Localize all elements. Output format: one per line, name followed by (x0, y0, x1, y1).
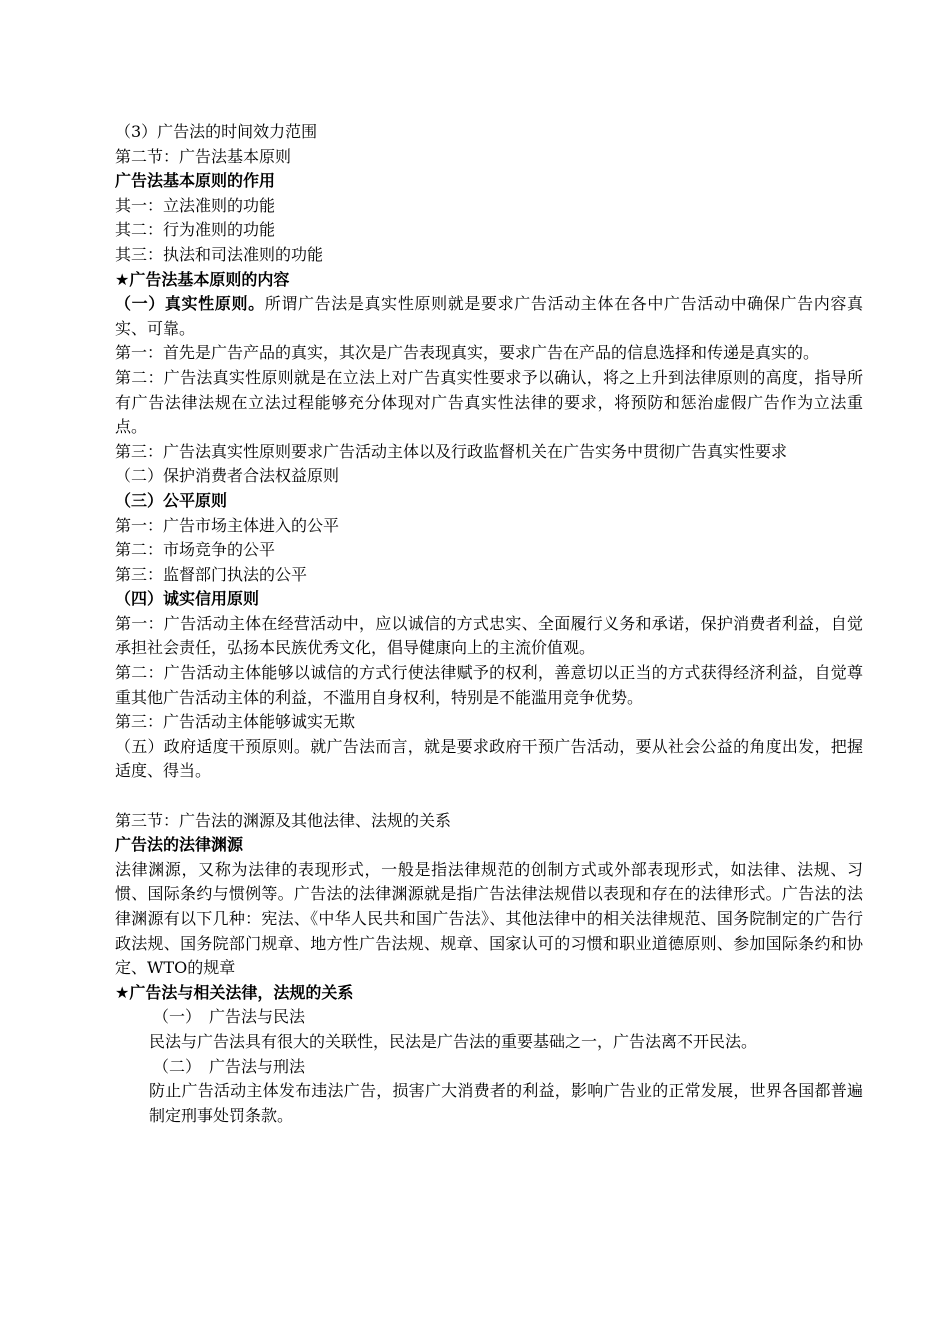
para-criminal-law: 防止广告活动主体发布违法广告，损害广大消费者的利益，影响广告业的正常发展，世界各国都普遍制定刑事处罚条款。 (149, 1081, 863, 1125)
para-role-3: 其三：执法和司法准则的功能 (115, 244, 324, 264)
para-government-principle: （五）政府适度干预原则。就广告法而言，就是要求政府干预广告活动，要从社会公益的角度出发，把握适度、得当。 (115, 736, 863, 781)
truth-principle-text: 所谓广告法是真实性原则就是要求广告活动主体在各中广告活动中确保广告内容真实、可靠。 (115, 294, 863, 338)
heading-honesty-principle: （四）诚实信用原则 (115, 589, 260, 609)
para-fair-3: 第三：监督部门执法的公平 (115, 564, 308, 584)
section-2-title: 第二节：广告法基本原则 (115, 146, 292, 166)
heading-legal-sources: 广告法的法律渊源 (115, 835, 244, 855)
blank-line (115, 784, 863, 809)
para-honesty-1: 第一：广告活动主体在经营活动中，应以诚信的方式忠实、全面履行义务和承诺，保护消费者利益，自觉承担社会责任，弘扬本民族优秀文化，倡导健康向上的主流价值观。 (115, 613, 863, 658)
para-honesty-2: 第二：广告活动主体能够以诚信的方式行使法律赋予的权利，善意切以正当的方式获得经济利益，自觉尊重其他广告活动主体的利益，不滥用自身权利，特别是不能滥用竞争优势。 (115, 663, 863, 707)
section-3-title: 第三节：广告法的渊源及其他法律、法规的关系 (115, 810, 452, 830)
para-truth-2: 第二：广告法真实性原则就是在立法上对广告真实性要求予以确认，将之上升到法律原则的高度，指导所有广告法律法规在立法过程能够充分体现对广告真实性法律的要求，将预防和惩治虚假广告作为立法重点。 (115, 367, 863, 437)
document-page (115, 120, 863, 1128)
heading-fair-principle: （三）公平原则 (115, 490, 228, 510)
heading-principles-role: 广告法基本原则的作用 (115, 171, 276, 191)
para-role-1: 其一：立法准则的功能 (115, 195, 276, 215)
heading-principles-content: ★广告法基本原则的内容 (115, 269, 290, 289)
para-consumer-principle: （二）保护消费者合法权益原则 (115, 466, 340, 486)
heading-relations: ★广告法与相关法律，法规的关系 (115, 982, 354, 1002)
para-time-scope: （3）广告法的时间效力范围 (115, 122, 318, 141)
para-truth-1: 第一：首先是广告产品的真实，其次是广告表现真实，要求广告在产品的信息选择和传递是真实的。 (115, 343, 820, 363)
para-truth-3: 第三：广告法真实性原则要求广告活动主体以及行政监督机关在广告实务中贯彻广告真实性要求 (115, 441, 788, 461)
sub-heading-civil-law: （一） 广告法与民法 (153, 1007, 306, 1027)
para-role-2: 其二：行为准则的功能 (115, 220, 276, 240)
para-fair-2: 第二：市场竞争的公平 (115, 540, 276, 560)
para-legal-sources: 法律渊源，又称为法律的表现形式，一般是指法律规范的创制方式或外部表现形式，如法律、法规、习惯、国际条约与惯例等。广告法的法律渊源就是指广告法律法规借以表现和存在的法律形式。广告法的法律渊源有以下几种：宪法、《中华人民共和国广告法》、其他法律中的相关法律规范、国务院制定的广告行政法规、国务院部门规章、地方性广告法规、规章、国家认可的习惯和职业道德原则、参加国际条约和协定、WTO的规章 (115, 859, 863, 978)
para-honesty-3: 第三：广告活动主体能够诚实无欺 (115, 712, 356, 732)
sub-heading-criminal-law: （二） 广告法与刑法 (153, 1056, 306, 1076)
truth-principle-label: （一）真实性原则。 (115, 294, 265, 314)
para-fair-1: 第一：广告市场主体进入的公平 (115, 515, 340, 535)
para-civil-law: 民法与广告法具有很大的关联性，民法是广告法的重要基础之一，广告法离不开民法。 (149, 1031, 758, 1051)
para-truth-principle (115, 292, 863, 341)
